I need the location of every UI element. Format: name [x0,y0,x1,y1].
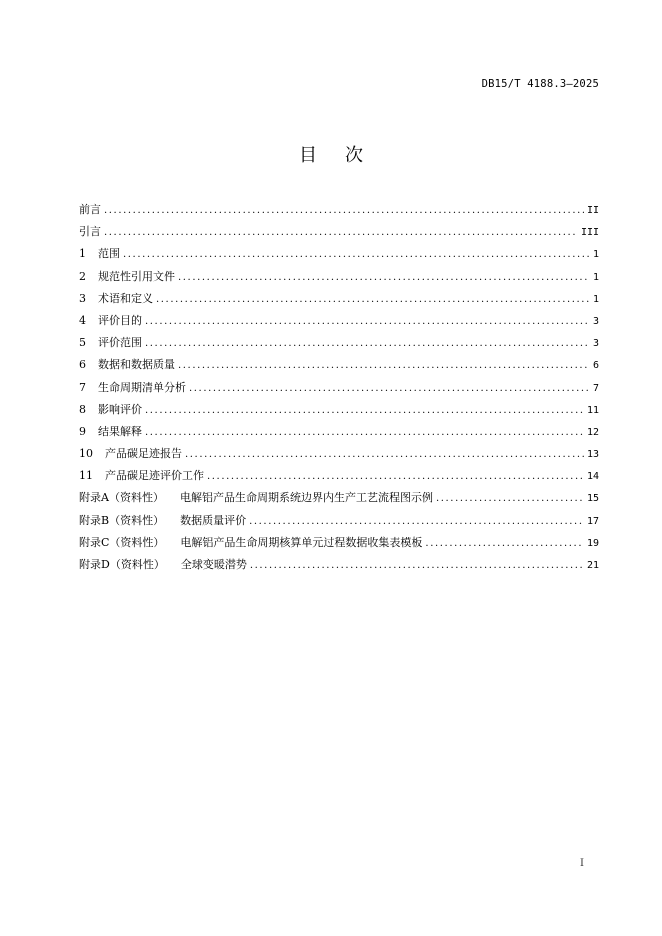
toc-entry-label: 评价目的 [98,313,142,327]
toc-entry[interactable] [79,421,599,443]
dot-leader [250,555,584,577]
toc-entry-label: 引言 [79,225,101,239]
toc-entry-page: 3 [592,315,599,327]
toc-entry-number: 3 [79,291,86,305]
dot-leader [145,400,584,422]
dot-leader [207,466,584,488]
dot-leader [156,289,590,311]
toc-entry[interactable] [79,510,599,532]
toc-entry[interactable] [79,532,599,554]
toc-entry-label: 规范性引用文件 [98,269,175,283]
toc-entry-page: 17 [586,515,599,527]
toc-entry-page: III [580,227,599,239]
toc-entry[interactable] [79,199,599,221]
toc-entry[interactable] [79,465,599,487]
dot-leader [425,533,584,555]
toc-entry-label: 数据和数据质量 [98,358,175,372]
toc-entry-number: 1 [79,247,86,261]
toc-entry-page: 11 [586,404,599,416]
dot-leader [145,311,590,333]
toc-entry[interactable] [79,354,599,376]
toc-entry-number: 10 [79,447,93,461]
dot-leader [178,267,590,289]
toc-entry-label: 评价范围 [98,336,142,350]
page-number: I [580,858,584,869]
toc-entry-page: 1 [592,271,599,283]
toc-entry[interactable] [79,332,599,354]
toc-entry-number: 9 [79,424,86,438]
toc-entry-page: 6 [592,360,599,372]
toc-entry[interactable] [79,554,599,576]
toc-entry-label: 前言 [79,203,101,216]
toc-entry[interactable] [79,288,599,310]
toc-entry-number: 附录B（资料性） [79,513,165,527]
toc-entry-page: 14 [586,471,599,483]
document-code: DB15/T 4188.3—2025 [481,78,599,90]
page-title: 目次 [299,145,391,166]
dot-leader [104,222,578,244]
dot-leader [249,511,584,533]
dot-leader [145,333,590,355]
toc-entry-label: 生命周期清单分析 [98,380,186,394]
toc-entry-page: 13 [586,449,599,461]
toc-entry[interactable] [79,221,599,243]
toc-entry[interactable] [79,487,599,509]
toc-entry-number: 附录C（资料性） [79,535,165,549]
toc-entry-page: 15 [586,493,599,505]
toc-entry-page: 12 [586,426,599,438]
dot-leader [185,444,584,466]
toc-entry-page: 1 [592,249,599,261]
dot-leader [123,244,590,266]
toc-entry-number: 8 [79,402,86,416]
dot-leader [178,355,590,377]
toc-entry-label: 范围 [98,247,120,261]
toc-entry-label: 产品碳足迹报告 [105,447,182,461]
table-of-contents [79,199,599,576]
toc-entry-number: 7 [79,380,86,394]
toc-entry-page: 7 [592,382,599,394]
toc-entry-page: 19 [586,537,599,549]
dot-leader [104,200,584,222]
toc-entry[interactable] [79,377,599,399]
toc-entry[interactable] [79,310,599,332]
toc-entry-label: 电解铝产品生命周期系统边界内生产工艺流程图示例 [179,491,433,505]
dot-leader [145,422,584,444]
toc-entry-label: 影响评价 [98,402,142,416]
toc-entry-label: 数据质量评价 [180,513,247,527]
toc-entry-label: 全球变暖潜势 [180,558,247,571]
toc-entry[interactable] [79,443,599,465]
toc-entry-number: 11 [79,469,93,483]
toc-entry-page: 1 [592,293,599,305]
dot-leader [189,378,590,400]
toc-entry[interactable] [79,266,599,288]
toc-entry-number: 附录D（资料性） [79,558,165,571]
dot-leader [436,488,584,510]
toc-entry-page: 3 [592,338,599,350]
toc-entry-label: 产品碳足迹评价工作 [105,469,204,483]
toc-entry[interactable] [79,399,599,421]
toc-entry-label: 结果解释 [98,424,142,438]
toc-entry-number: 4 [79,313,86,327]
toc-entry-label: 电解铝产品生命周期核算单元过程数据收集表模板 [180,535,423,549]
toc-entry-number: 6 [79,358,86,372]
toc-entry-page: II [586,205,599,216]
toc-entry-page: 21 [586,560,599,571]
toc-entry-number: 2 [79,269,86,283]
toc-entry-label: 术语和定义 [98,291,153,305]
toc-entry[interactable] [79,243,599,265]
toc-entry-number: 5 [79,336,86,350]
toc-entry-number: 附录A（资料性） [79,491,164,505]
